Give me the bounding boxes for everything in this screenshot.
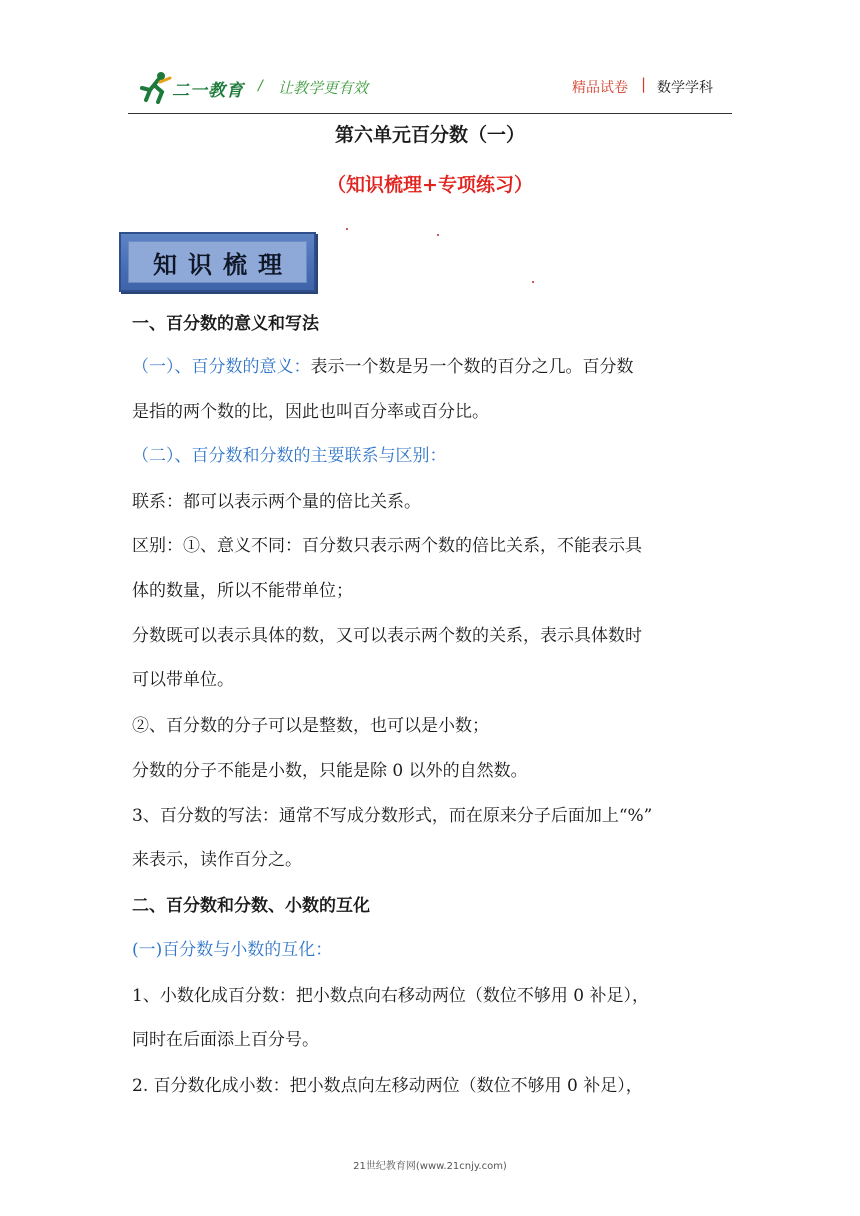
paragraph-line: 同时在后面添上百分号。: [132, 1030, 319, 1050]
paragraph-line: 体的数量，所以不能带单位；: [132, 581, 353, 601]
paragraph-line: 分数的分子不能是小数，只能是除 0 以外的自然数。: [132, 761, 528, 781]
section-badge-label: 知识梳理: [153, 249, 293, 279]
paragraph-line: 可以带单位。: [132, 670, 234, 690]
paragraph-line: 1、小数化成百分数：把小数点向右移动两位（数位不够用 0 补足），: [132, 986, 649, 1006]
section-heading-2: 二、百分数和分数、小数的互化: [132, 896, 370, 916]
paragraph-line: ②、百分数的分子可以是整数，也可以是小数；: [132, 716, 489, 736]
definition-text: 表示一个数是另一个数的百分之几。百分数: [310, 357, 634, 377]
section-badge-inner: [128, 241, 307, 283]
section-heading-1: 一、百分数的意义和写法: [132, 314, 319, 334]
paragraph-line: 3、百分数的写法：通常不写成分数形式，而在原来分子后面加上“%”: [132, 806, 653, 826]
paragraph-line: [132, 352, 634, 377]
logo-text: 二一教育: [172, 81, 244, 101]
page-title: 第六单元百分数（一）: [334, 124, 525, 146]
header-separator: |: [641, 75, 647, 93]
header-divider: [128, 113, 732, 114]
section-badge: [119, 232, 316, 292]
subheading-3: (一)百分数与小数的互化：: [132, 940, 333, 960]
paragraph-line: 2. 百分数化成小数：把小数点向左移动两位（数位不够用 0 补足），: [132, 1076, 643, 1096]
header-tag-left: 精品试卷: [572, 80, 628, 96]
paragraph-line: 是指的两个数的比，因此也叫百分率或百分比。: [132, 402, 489, 422]
subheading-1: （一）、百分数的意义：: [132, 357, 311, 377]
page-subtitle: （知识梳理+专项练习）: [327, 174, 533, 196]
header-slash: /: [258, 78, 263, 94]
decorative-dot: [532, 281, 534, 283]
decorative-dot: [437, 234, 439, 236]
header-slogan: 让教学更有效: [278, 79, 369, 97]
page-footer: 21世纪教育网(www.21cnjy.com): [353, 1161, 507, 1172]
subheading-2: （二）、百分数和分数的主要联系与区别：: [132, 446, 447, 466]
paragraph-line: 区别：①、意义不同：百分数只表示两个数的倍比关系，不能表示具: [132, 536, 642, 556]
paragraph-line: 来表示，读作百分之。: [132, 850, 302, 870]
decorative-dot: [346, 228, 348, 230]
running-person-logo-icon: [136, 70, 176, 104]
paragraph-line: 分数既可以表示具体的数，又可以表示两个数的关系，表示具体数时: [132, 626, 642, 646]
header-tag-right: 数学学科: [657, 80, 713, 96]
paragraph-line: 联系：都可以表示两个量的倍比关系。: [132, 492, 421, 512]
